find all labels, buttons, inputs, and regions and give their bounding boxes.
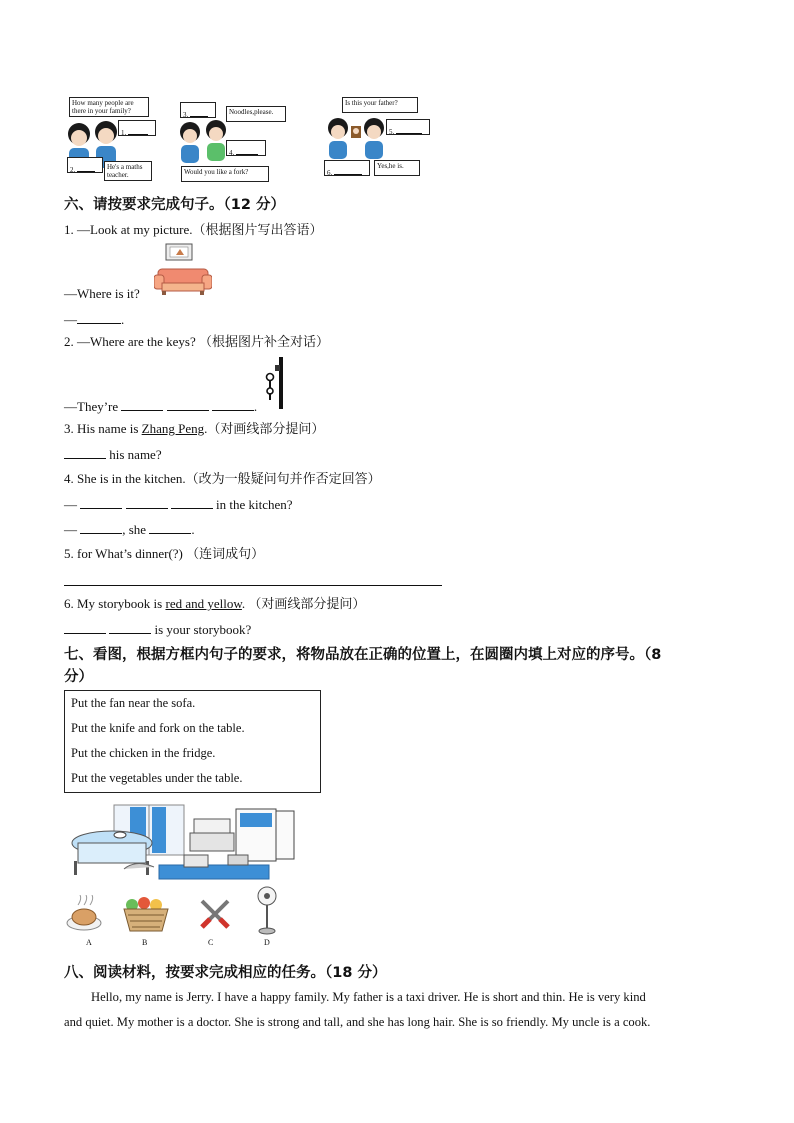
comic-strip-2: [178, 98, 278, 184]
knife-and-fork-icon: [196, 895, 234, 933]
section-7-heading: 七、看图，根据方框内句子的要求，将物品放在正确的位置上，在圆圈内填上对应的序号。（8: [64, 647, 662, 663]
answer-box-5: 5.: [386, 119, 430, 135]
option-label-c: C: [208, 938, 214, 947]
question-1-answer: — .: [64, 312, 125, 327]
question-2-answer: —They’re .: [64, 399, 258, 414]
speech-bubble: He's a maths teacher.: [104, 161, 152, 181]
speech-bubble: How many people are there in your family?: [69, 97, 149, 117]
keys-on-door-icon: [262, 357, 288, 409]
question-1: 1. —Look at my picture.（根据图片写出答语）: [64, 222, 323, 237]
chicken-icon: [64, 895, 104, 935]
instruction-3: Put the chicken in the fridge.: [71, 746, 216, 760]
question-1-ask: —Where is it?: [64, 286, 140, 301]
option-label-a: A: [86, 938, 92, 947]
reading-passage-line-1: Hello, my name is Jerry. I have a happy family. My father is a taxi driver. He is short and thin. He is very kind: [91, 990, 646, 1004]
question-5: 5. for What’s dinner(?) （连词成句）: [64, 546, 265, 561]
question-6: 6. My storybook is red and yellow. （对画线部分提问）: [64, 596, 366, 611]
speech-bubble: Yes,he is.: [374, 160, 420, 176]
vegetables-basket-icon: [120, 893, 172, 933]
answer-box-2: 2.: [67, 157, 103, 173]
question-3: 3. His name is Zhang Peng.（对画线部分提问）: [64, 421, 325, 436]
fan-icon: [256, 885, 278, 935]
question-4-answer-2: — , she .: [64, 522, 195, 537]
comic-strip-1: [64, 94, 164, 184]
section-6-heading: 六、请按要求完成句子。（12 分）: [64, 197, 285, 213]
reading-passage-line-2: and quiet. My mother is a doctor. She is strong and tall, and she has long hair. She is so friendly. My uncle is a cook.: [64, 1015, 651, 1029]
answer-blank[interactable]: [149, 521, 191, 534]
answer-box-4: 4.: [226, 140, 266, 156]
speech-bubble: Noodles,please.: [226, 106, 286, 122]
question-4-answer-1: — in the kitchen?: [64, 497, 293, 512]
answer-blank[interactable]: [212, 398, 254, 411]
sofa-with-picture-icon: [154, 243, 212, 298]
answer-blank[interactable]: [126, 496, 168, 509]
question-6-answer: is your storybook?: [64, 621, 251, 638]
answer-blank[interactable]: [171, 496, 213, 509]
instruction-2: Put the knife and fork on the table.: [71, 721, 245, 735]
answer-blank[interactable]: [64, 446, 106, 459]
question-2: 2. —Where are the keys? （根据图片补全对话）: [64, 334, 329, 349]
section-8-heading: 八、阅读材料，按要求完成相应的任务。（18 分）: [64, 965, 387, 981]
family-illustration: [324, 116, 394, 162]
answer-blank[interactable]: [80, 496, 122, 509]
comic-strip-3: [322, 94, 432, 180]
answer-box-3: 3.: [180, 102, 216, 118]
speech-bubble: Is this your father?: [342, 97, 418, 113]
answer-blank[interactable]: [109, 621, 151, 634]
question-5-answer-line[interactable]: [64, 585, 442, 586]
speech-bubble: Would you like a fork?: [181, 166, 269, 182]
answer-blank[interactable]: [167, 398, 209, 411]
answer-blank[interactable]: [64, 621, 106, 634]
instruction-1: Put the fan near the sofa.: [71, 696, 196, 710]
option-label-b: B: [142, 938, 148, 947]
answer-box-1: 1.: [118, 120, 156, 136]
option-label-d: D: [264, 938, 270, 947]
answer-blank[interactable]: [121, 398, 163, 411]
answer-blank[interactable]: [80, 521, 122, 534]
section-7-heading-cont: 分）: [64, 669, 93, 685]
question-3-answer: his name?: [64, 446, 162, 463]
answer-box-6: 6.: [324, 160, 370, 176]
room-illustration: [64, 803, 300, 888]
question-4: 4. She is in the kitchen.（改为一般疑问句并作否定回答）: [64, 471, 381, 486]
answer-blank[interactable]: [77, 311, 121, 324]
instruction-box: [64, 690, 321, 793]
instruction-4: Put the vegetables under the table.: [71, 771, 243, 785]
